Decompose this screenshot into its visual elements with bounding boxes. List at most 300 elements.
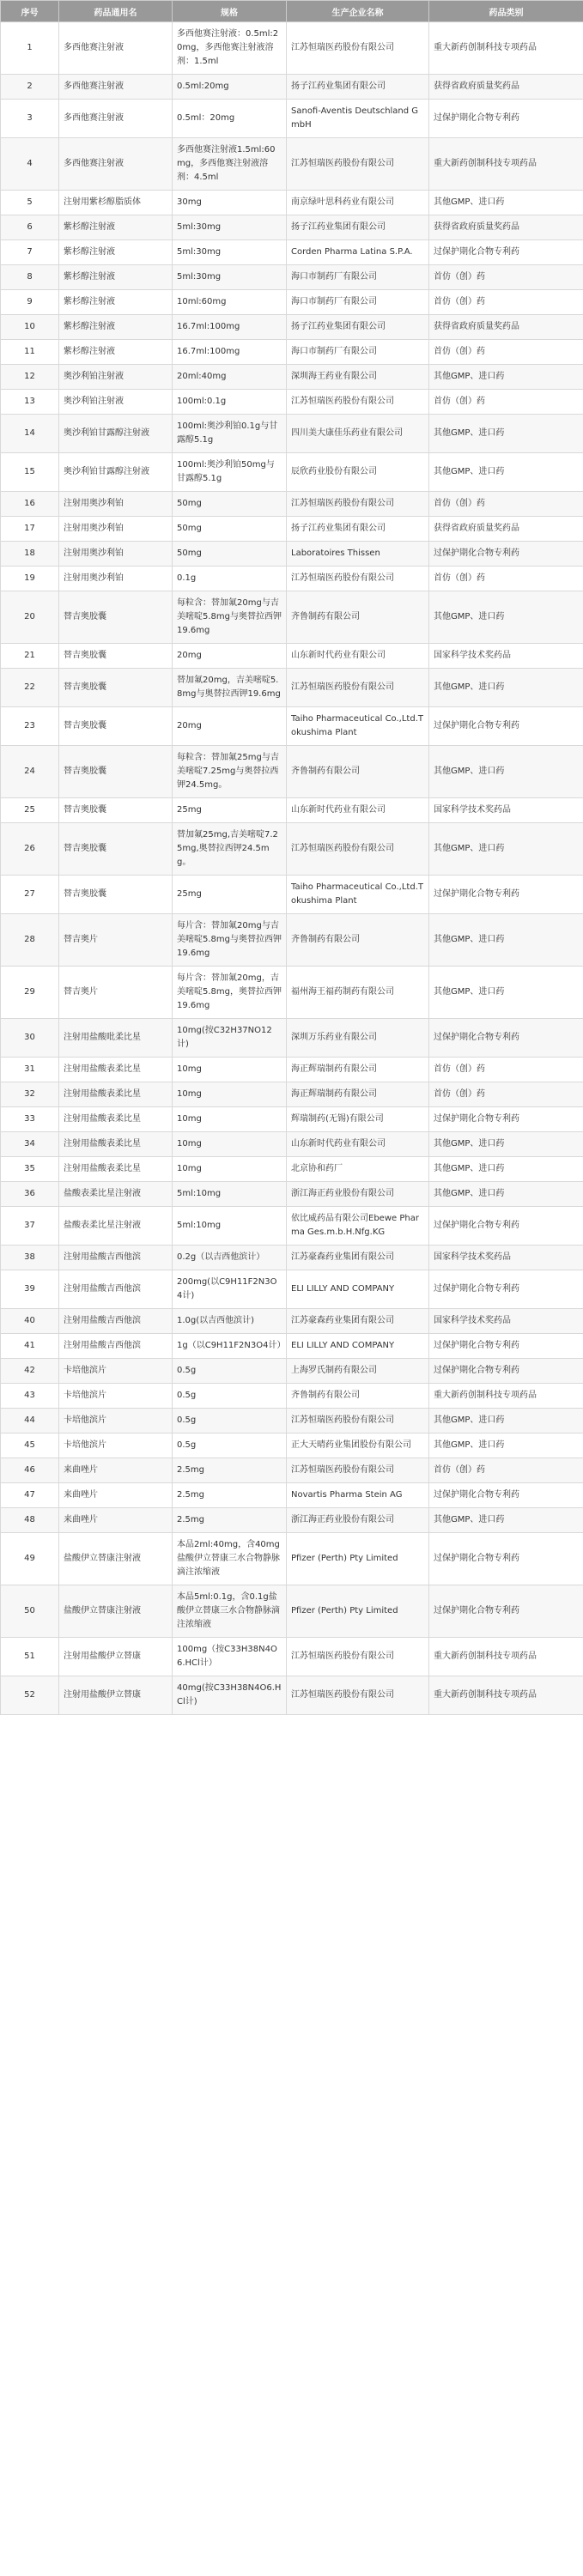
cell-number: 10: [1, 315, 59, 340]
cell-drug-name: 来曲唑片: [59, 1458, 173, 1483]
table-row: [1, 1182, 583, 1207]
cell-manufacturer: 深圳海王药业有限公司: [287, 365, 429, 390]
cell-manufacturer: 江苏恒瑞医药股份有限公司: [287, 138, 429, 191]
cell-manufacturer: ELI LILLY AND COMPANY: [287, 1270, 429, 1309]
cell-drug-name: 注射用紫杉醇脂质体: [59, 191, 173, 215]
table-row: [1, 240, 583, 265]
cell-manufacturer: Pfizer (Perth) Pty Limited: [287, 1533, 429, 1585]
table-row: [1, 1309, 583, 1334]
cell-manufacturer: 山东新时代药业有限公司: [287, 644, 429, 669]
table-row: [1, 1058, 583, 1082]
cell-drug-name: 注射用盐酸表柔比星: [59, 1107, 173, 1132]
cell-number: 16: [1, 492, 59, 517]
cell-specification: 多西他赛注射液：0.5ml:20mg，多西他赛注射液溶剂：1.5ml: [173, 22, 287, 75]
cell-drug-name: 紫杉醇注射液: [59, 340, 173, 365]
cell-number: 31: [1, 1058, 59, 1082]
table-row: [1, 876, 583, 914]
table-row: [1, 453, 583, 492]
cell-specification: 1.0g(以吉西他滨计): [173, 1309, 287, 1334]
cell-specification: 10mg: [173, 1132, 287, 1157]
table-row: [1, 138, 583, 191]
cell-specification: 16.7ml:100mg: [173, 315, 287, 340]
cell-manufacturer: Novartis Pharma Stein AG: [287, 1483, 429, 1508]
cell-number: 5: [1, 191, 59, 215]
cell-drug-name: 替吉奥胶囊: [59, 644, 173, 669]
cell-manufacturer: 深圳万乐药业有限公司: [287, 1019, 429, 1058]
cell-manufacturer: 辰欣药业股份有限公司: [287, 453, 429, 492]
cell-manufacturer: Taiho Pharmaceutical Co.,Ltd.Tokushima Plant: [287, 707, 429, 746]
table-row: [1, 492, 583, 517]
table-row: [1, 914, 583, 967]
cell-specification: 0.5ml:20mg: [173, 75, 287, 100]
cell-manufacturer: 齐鲁制药有限公司: [287, 914, 429, 967]
cell-specification: 替加氟25mg,吉美嘧啶7.25mg,奥替拉西钾24.5mg。: [173, 823, 287, 876]
cell-drug-name: 盐酸表柔比星注射液: [59, 1207, 173, 1246]
table-header: [1, 1, 583, 22]
cell-category: 其他GMP、进口药: [429, 191, 583, 215]
cell-number: 46: [1, 1458, 59, 1483]
table-row: [1, 22, 583, 75]
cell-drug-name: 紫杉醇注射液: [59, 315, 173, 340]
cell-specification: 10mg: [173, 1058, 287, 1082]
cell-category: 国家科学技术奖药品: [429, 644, 583, 669]
cell-category: 过保护期化合物专利药: [429, 240, 583, 265]
cell-category: 首仿（创）药: [429, 290, 583, 315]
cell-manufacturer: 依比威药品有限公司Ebewe Pharma Ges.m.b.H.Nfg.KG: [287, 1207, 429, 1246]
cell-number: 1: [1, 22, 59, 75]
cell-number: 11: [1, 340, 59, 365]
cell-drug-name: 多西他赛注射液: [59, 138, 173, 191]
cell-specification: 100ml:奥沙利铂0.1g与甘露醇5.1g: [173, 415, 287, 453]
cell-category: 其他GMP、进口药: [429, 967, 583, 1019]
cell-category: 过保护期化合物专利药: [429, 1483, 583, 1508]
cell-category: 获得省政府质量奖药品: [429, 75, 583, 100]
cell-category: 其他GMP、进口药: [429, 1508, 583, 1533]
cell-number: 35: [1, 1157, 59, 1182]
cell-drug-name: 来曲唑片: [59, 1483, 173, 1508]
cell-category: 其他GMP、进口药: [429, 365, 583, 390]
table-row: [1, 1359, 583, 1384]
cell-category: 其他GMP、进口药: [429, 1132, 583, 1157]
cell-drug-name: 替吉奥片: [59, 967, 173, 1019]
cell-category: 首仿（创）药: [429, 492, 583, 517]
cell-drug-name: 卡培他滨片: [59, 1384, 173, 1409]
cell-manufacturer: 福州海王福药制药有限公司: [287, 967, 429, 1019]
cell-category: 首仿（创）药: [429, 265, 583, 290]
cell-category: 其他GMP、进口药: [429, 669, 583, 707]
cell-specification: 替加氟20mg，吉美嘧啶5.8mg与奥替拉西钾19.6mg: [173, 669, 287, 707]
table-row: [1, 1533, 583, 1585]
cell-specification: 100ml:0.1g: [173, 390, 287, 415]
cell-category: 过保护期化合物专利药: [429, 1207, 583, 1246]
table-row: [1, 542, 583, 567]
cell-specification: 2.5mg: [173, 1508, 287, 1533]
table-row: [1, 1433, 583, 1458]
cell-drug-name: 注射用盐酸伊立替康: [59, 1638, 173, 1676]
cell-manufacturer: 江苏恒瑞医药股份有限公司: [287, 823, 429, 876]
table-row: [1, 75, 583, 100]
cell-drug-name: 紫杉醇注射液: [59, 240, 173, 265]
cell-specification: 本品5ml:0.1g，含0.1g盐酸伊立替康三水合物静脉滴注浓缩液: [173, 1585, 287, 1638]
column-header-specification: 规格: [173, 1, 287, 22]
cell-manufacturer: 江苏恒瑞医药股份有限公司: [287, 1638, 429, 1676]
cell-specification: 1g（以C9H11F2N3O4计）: [173, 1334, 287, 1359]
cell-specification: 10ml:60mg: [173, 290, 287, 315]
cell-manufacturer: 扬子江药业集团有限公司: [287, 517, 429, 542]
cell-specification: 0.5ml：20mg: [173, 100, 287, 138]
cell-category: 首仿（创）药: [429, 1082, 583, 1107]
cell-specification: 0.5g: [173, 1384, 287, 1409]
cell-drug-name: 替吉奥胶囊: [59, 707, 173, 746]
table-row: [1, 215, 583, 240]
table-row: [1, 1207, 583, 1246]
cell-specification: 每片含：替加氟20mg与吉美嘧啶5.8mg与奥替拉西钾19.6mg: [173, 914, 287, 967]
cell-manufacturer: 江苏恒瑞医药股份有限公司: [287, 492, 429, 517]
cell-category: 首仿（创）药: [429, 567, 583, 591]
cell-number: 38: [1, 1246, 59, 1270]
cell-category: 其他GMP、进口药: [429, 591, 583, 644]
cell-drug-name: 注射用盐酸吉西他滨: [59, 1246, 173, 1270]
cell-drug-name: 奥沙利铂注射液: [59, 365, 173, 390]
cell-manufacturer: 浙江海正药业股份有限公司: [287, 1182, 429, 1207]
cell-specification: 10mg(按C32H37NO12计): [173, 1019, 287, 1058]
cell-number: 36: [1, 1182, 59, 1207]
cell-number: 26: [1, 823, 59, 876]
cell-specification: 20ml:40mg: [173, 365, 287, 390]
cell-number: 2: [1, 75, 59, 100]
table-row: [1, 1132, 583, 1157]
cell-specification: 5ml:10mg: [173, 1207, 287, 1246]
cell-specification: 每粒含：替加氟20mg与吉美嘧啶5.8mg与奥替拉西钾19.6mg: [173, 591, 287, 644]
cell-manufacturer: 海口市制药厂有限公司: [287, 290, 429, 315]
column-header-number: 序号: [1, 1, 59, 22]
cell-specification: 本品2ml:40mg，含40mg盐酸伊立替康三水合物静脉滴注浓缩液: [173, 1533, 287, 1585]
cell-drug-name: 替吉奥胶囊: [59, 876, 173, 914]
cell-number: 47: [1, 1483, 59, 1508]
cell-specification: 40mg(按C33H38N4O6.HCl计): [173, 1676, 287, 1715]
cell-number: 51: [1, 1638, 59, 1676]
cell-drug-name: 多西他赛注射液: [59, 75, 173, 100]
cell-specification: 10mg: [173, 1107, 287, 1132]
cell-specification: 5ml:30mg: [173, 215, 287, 240]
cell-number: 13: [1, 390, 59, 415]
cell-manufacturer: 扬子江药业集团有限公司: [287, 315, 429, 340]
table-row: [1, 100, 583, 138]
cell-drug-name: 注射用奥沙利铂: [59, 517, 173, 542]
table-row: [1, 746, 583, 798]
cell-drug-name: 替吉奥胶囊: [59, 798, 173, 823]
cell-manufacturer: 辉瑞制药(无锡)有限公司: [287, 1107, 429, 1132]
table-body: [1, 22, 583, 1715]
cell-category: 其他GMP、进口药: [429, 1182, 583, 1207]
cell-manufacturer: 齐鲁制药有限公司: [287, 591, 429, 644]
cell-category: 重大新药创制科技专项药品: [429, 22, 583, 75]
cell-manufacturer: 江苏恒瑞医药股份有限公司: [287, 22, 429, 75]
cell-manufacturer: 齐鲁制药有限公司: [287, 1384, 429, 1409]
cell-number: 40: [1, 1309, 59, 1334]
cell-specification: 每片含：替加氟20mg，吉美嘧啶5.8mg，奥替拉西钾19.6mg: [173, 967, 287, 1019]
cell-drug-name: 注射用盐酸表柔比星: [59, 1082, 173, 1107]
cell-specification: 多西他赛注射液1.5ml:60mg，多西他赛注射液溶剂：4.5ml: [173, 138, 287, 191]
cell-manufacturer: 江苏恒瑞医药股份有限公司: [287, 669, 429, 707]
cell-drug-name: 注射用盐酸吡柔比星: [59, 1019, 173, 1058]
cell-drug-name: 注射用盐酸吉西他滨: [59, 1334, 173, 1359]
cell-specification: 200mg(以C9H11F2N3O4计): [173, 1270, 287, 1309]
cell-specification: 25mg: [173, 798, 287, 823]
cell-drug-name: 替吉奥胶囊: [59, 823, 173, 876]
cell-drug-name: 奥沙利铂甘露醇注射液: [59, 453, 173, 492]
cell-category: 其他GMP、进口药: [429, 1433, 583, 1458]
cell-specification: 50mg: [173, 542, 287, 567]
cell-manufacturer: 江苏恒瑞医药股份有限公司: [287, 567, 429, 591]
cell-drug-name: 来曲唑片: [59, 1508, 173, 1533]
cell-manufacturer: 山东新时代药业有限公司: [287, 1132, 429, 1157]
cell-manufacturer: Taiho Pharmaceutical Co.,Ltd.Tokushima Plant: [287, 876, 429, 914]
cell-number: 3: [1, 100, 59, 138]
cell-drug-name: 替吉奥胶囊: [59, 591, 173, 644]
cell-specification: 50mg: [173, 492, 287, 517]
table-row: [1, 1409, 583, 1433]
cell-specification: 5ml:30mg: [173, 265, 287, 290]
cell-number: 17: [1, 517, 59, 542]
cell-number: 9: [1, 290, 59, 315]
table-row: [1, 798, 583, 823]
cell-category: 获得省政府质量奖药品: [429, 517, 583, 542]
cell-manufacturer: 上海罗氏制药有限公司: [287, 1359, 429, 1384]
cell-specification: 0.5g: [173, 1359, 287, 1384]
cell-specification: 0.5g: [173, 1433, 287, 1458]
cell-category: 其他GMP、进口药: [429, 746, 583, 798]
table-row: [1, 191, 583, 215]
cell-manufacturer: ELI LILLY AND COMPANY: [287, 1334, 429, 1359]
cell-number: 21: [1, 644, 59, 669]
cell-category: 首仿（创）药: [429, 1458, 583, 1483]
cell-number: 6: [1, 215, 59, 240]
cell-category: 过保护期化合物专利药: [429, 542, 583, 567]
cell-number: 12: [1, 365, 59, 390]
cell-drug-name: 注射用盐酸吉西他滨: [59, 1309, 173, 1334]
cell-manufacturer: 齐鲁制药有限公司: [287, 746, 429, 798]
table-row: [1, 1019, 583, 1058]
table-row: [1, 1508, 583, 1533]
cell-number: 14: [1, 415, 59, 453]
cell-number: 52: [1, 1676, 59, 1715]
cell-manufacturer: 正大天晴药业集团股份有限公司: [287, 1433, 429, 1458]
cell-number: 42: [1, 1359, 59, 1384]
table-row: [1, 1107, 583, 1132]
cell-manufacturer: 江苏豪森药业集团有限公司: [287, 1309, 429, 1334]
cell-specification: 0.2g（以吉西他滨计）: [173, 1246, 287, 1270]
cell-category: 过保护期化合物专利药: [429, 1359, 583, 1384]
cell-category: 其他GMP、进口药: [429, 415, 583, 453]
cell-number: 29: [1, 967, 59, 1019]
table-row: [1, 967, 583, 1019]
cell-drug-name: 注射用奥沙利铂: [59, 542, 173, 567]
cell-drug-name: 替吉奥胶囊: [59, 669, 173, 707]
table-row: [1, 1458, 583, 1483]
table-row: [1, 1334, 583, 1359]
cell-number: 7: [1, 240, 59, 265]
cell-category: 重大新药创制科技专项药品: [429, 1676, 583, 1715]
cell-drug-name: 注射用盐酸表柔比星: [59, 1132, 173, 1157]
cell-drug-name: 多西他赛注射液: [59, 100, 173, 138]
cell-drug-name: 紫杉醇注射液: [59, 215, 173, 240]
table-row: [1, 265, 583, 290]
cell-category: 过保护期化合物专利药: [429, 1334, 583, 1359]
cell-specification: 50mg: [173, 517, 287, 542]
cell-category: 国家科学技术奖药品: [429, 1309, 583, 1334]
table-row: [1, 315, 583, 340]
cell-drug-name: 盐酸伊立替康注射液: [59, 1585, 173, 1638]
table-row: [1, 1246, 583, 1270]
cell-category: 重大新药创制科技专项药品: [429, 1384, 583, 1409]
cell-number: 25: [1, 798, 59, 823]
cell-specification: 100mg（按C33H38N4O6.HCl计）: [173, 1638, 287, 1676]
cell-drug-name: 奥沙利铂注射液: [59, 390, 173, 415]
cell-drug-name: 盐酸伊立替康注射液: [59, 1533, 173, 1585]
cell-manufacturer: 四川美大康佳乐药业有限公司: [287, 415, 429, 453]
cell-drug-name: 注射用盐酸表柔比星: [59, 1157, 173, 1182]
cell-specification: 20mg: [173, 707, 287, 746]
cell-specification: 10mg: [173, 1157, 287, 1182]
cell-category: 首仿（创）药: [429, 340, 583, 365]
cell-manufacturer: Sanofi-Aventis Deutschland GmbH: [287, 100, 429, 138]
cell-manufacturer: 江苏恒瑞医药股份有限公司: [287, 1458, 429, 1483]
cell-manufacturer: 海口市制药厂有限公司: [287, 265, 429, 290]
cell-category: 过保护期化合物专利药: [429, 1019, 583, 1058]
cell-manufacturer: 海正辉瑞制药有限公司: [287, 1082, 429, 1107]
table-row: [1, 1082, 583, 1107]
cell-category: 过保护期化合物专利药: [429, 1533, 583, 1585]
cell-category: 过保护期化合物专利药: [429, 100, 583, 138]
cell-number: 41: [1, 1334, 59, 1359]
header-row: [1, 1, 583, 22]
table-row: [1, 415, 583, 453]
cell-specification: 5ml:30mg: [173, 240, 287, 265]
cell-manufacturer: 江苏豪森药业集团有限公司: [287, 1246, 429, 1270]
table-row: [1, 1483, 583, 1508]
cell-number: 27: [1, 876, 59, 914]
cell-category: 首仿（创）药: [429, 1058, 583, 1082]
table-row: [1, 1270, 583, 1309]
cell-number: 48: [1, 1508, 59, 1533]
cell-specification: 0.5g: [173, 1409, 287, 1433]
cell-specification: 16.7ml:100mg: [173, 340, 287, 365]
cell-number: 50: [1, 1585, 59, 1638]
cell-number: 15: [1, 453, 59, 492]
cell-specification: 0.1g: [173, 567, 287, 591]
cell-category: 首仿（创）药: [429, 390, 583, 415]
cell-manufacturer: Laboratoires Thissen: [287, 542, 429, 567]
cell-number: 34: [1, 1132, 59, 1157]
column-header-manufacturer: 生产企业名称: [287, 1, 429, 22]
cell-category: 过保护期化合物专利药: [429, 1270, 583, 1309]
table-row: [1, 1384, 583, 1409]
cell-number: 22: [1, 669, 59, 707]
cell-drug-name: 卡培他滨片: [59, 1409, 173, 1433]
cell-drug-name: 奥沙利铂甘露醇注射液: [59, 415, 173, 453]
column-header-drug-name: 药品通用名: [59, 1, 173, 22]
table-row: [1, 1638, 583, 1676]
table-row: [1, 365, 583, 390]
cell-number: 23: [1, 707, 59, 746]
cell-category: 过保护期化合物专利药: [429, 707, 583, 746]
cell-manufacturer: 海正辉瑞制药有限公司: [287, 1058, 429, 1082]
cell-number: 8: [1, 265, 59, 290]
cell-manufacturer: 北京协和药厂: [287, 1157, 429, 1182]
cell-drug-name: 多西他赛注射液: [59, 22, 173, 75]
table-row: [1, 591, 583, 644]
table-row: [1, 707, 583, 746]
cell-manufacturer: 江苏恒瑞医药股份有限公司: [287, 1409, 429, 1433]
cell-category: 过保护期化合物专利药: [429, 876, 583, 914]
cell-drug-name: 盐酸表柔比星注射液: [59, 1182, 173, 1207]
cell-drug-name: 替吉奥片: [59, 914, 173, 967]
cell-specification: 每粒含：替加氟25mg与吉美嘧啶7.25mg与奥替拉西钾24.5mg。: [173, 746, 287, 798]
cell-manufacturer: 江苏恒瑞医药股份有限公司: [287, 1676, 429, 1715]
cell-specification: 25mg: [173, 876, 287, 914]
cell-number: 37: [1, 1207, 59, 1246]
cell-manufacturer: Pfizer (Perth) Pty Limited: [287, 1585, 429, 1638]
table-row: [1, 644, 583, 669]
table-row: [1, 1585, 583, 1638]
cell-drug-name: 紫杉醇注射液: [59, 265, 173, 290]
cell-specification: 2.5mg: [173, 1483, 287, 1508]
cell-number: 19: [1, 567, 59, 591]
cell-drug-name: 注射用奥沙利铂: [59, 567, 173, 591]
cell-manufacturer: 山东新时代药业有限公司: [287, 798, 429, 823]
cell-manufacturer: 扬子江药业集团有限公司: [287, 75, 429, 100]
cell-manufacturer: 南京绿叶思科药业有限公司: [287, 191, 429, 215]
cell-category: 国家科学技术奖药品: [429, 1246, 583, 1270]
table-row: [1, 567, 583, 591]
column-header-category: 药品类别: [429, 1, 583, 22]
cell-category: 获得省政府质量奖药品: [429, 315, 583, 340]
cell-category: 重大新药创制科技专项药品: [429, 138, 583, 191]
cell-category: 其他GMP、进口药: [429, 914, 583, 967]
cell-specification: 30mg: [173, 191, 287, 215]
cell-category: 国家科学技术奖药品: [429, 798, 583, 823]
cell-specification: 20mg: [173, 644, 287, 669]
cell-number: 33: [1, 1107, 59, 1132]
cell-number: 44: [1, 1409, 59, 1433]
cell-manufacturer: Corden Pharma Latina S.P.A.: [287, 240, 429, 265]
cell-category: 其他GMP、进口药: [429, 453, 583, 492]
cell-drug-name: 注射用盐酸吉西他滨: [59, 1270, 173, 1309]
cell-category: 获得省政府质量奖药品: [429, 215, 583, 240]
table-row: [1, 390, 583, 415]
table-row: [1, 669, 583, 707]
cell-number: 32: [1, 1082, 59, 1107]
cell-drug-name: 替吉奥胶囊: [59, 746, 173, 798]
cell-manufacturer: 江苏恒瑞医药股份有限公司: [287, 390, 429, 415]
cell-number: 49: [1, 1533, 59, 1585]
cell-drug-name: 卡培他滨片: [59, 1433, 173, 1458]
table-row: [1, 290, 583, 315]
cell-number: 18: [1, 542, 59, 567]
cell-manufacturer: 扬子江药业集团有限公司: [287, 215, 429, 240]
cell-number: 43: [1, 1384, 59, 1409]
cell-manufacturer: 浙江海正药业股份有限公司: [287, 1508, 429, 1533]
cell-category: 其他GMP、进口药: [429, 1157, 583, 1182]
table-row: [1, 823, 583, 876]
cell-category: 其他GMP、进口药: [429, 823, 583, 876]
table-row: [1, 340, 583, 365]
cell-category: 重大新药创制科技专项药品: [429, 1638, 583, 1676]
cell-specification: 2.5mg: [173, 1458, 287, 1483]
cell-number: 39: [1, 1270, 59, 1309]
cell-category: 过保护期化合物专利药: [429, 1585, 583, 1638]
